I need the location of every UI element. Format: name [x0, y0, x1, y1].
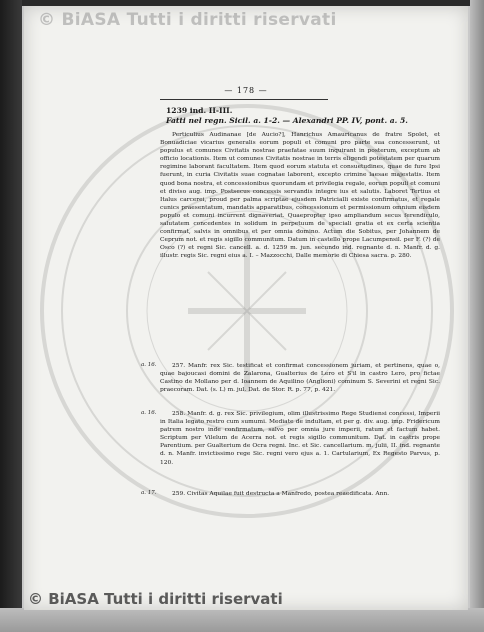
- header-rule: [160, 99, 328, 100]
- document-page: [24, 6, 468, 610]
- margin-note: a. 16.: [141, 410, 157, 416]
- margin-note: a. 17.: [141, 490, 157, 496]
- scan-frame-right: [470, 0, 484, 632]
- watermark-top: © BiASA Tutti i diritti riservati: [38, 10, 337, 30]
- paragraph-entry: 257. Manfr. rex Sic. testificat et confirmat concessionem juriam, et pertinens, quae o, quae bajoucasi domini de Zalarona, Gualterius de Lero et S'il in castro Lero, pro fictae Castino de Mollano per d. Ioannem de Aquilino (Anglioni) cominum S. Severini et regni Sic. praecoram. Dat. (s. L) m. jul. Dat. de Stor. R. p. 77, p. 421.: [160, 363, 440, 394]
- scan-frame-left: [0, 0, 22, 632]
- running-header: Fatti nel regn. Sicil. a. 1-2. — Alexandri PP. IV, pont. a. 5.: [166, 116, 408, 125]
- scan-frame-bottom: [0, 608, 484, 632]
- year-indiction-line: 1239 ind. II-III.: [166, 106, 233, 115]
- paragraph-entry: 258. Manfr. d. g. rex Sic. privilegium, olim illustrissimo Rege Studiensi concessi, Imperii in Italia legato restro cum sumumi. Mediate de indultam, et per g. div. aug. imp. Fridericum patrem nostro inde confirmatum, salvo per omnia jure imperii, ratum et factum habet. Scriptum per Vilelum de Acerra not. et regis sigillo communitum. Dat. in castris prope Parentium. per Gualterium de Ocra regni. Inc. et Sic. cancellarium. m. julii, II. ind. regnante d. n. Manfr. invictissimo rege Sic. regni vero ejus a. 1. Cartularium, Ex Regesto Parvus, p. 120.: [160, 411, 440, 466]
- page-number: — 178 —: [224, 86, 268, 95]
- paragraph-main: Perticulius Audinanae [de Aucio?], Hanrichus Amauricanus de fratre Spolet, et Bonuadiciae vicarius generalis eorum populi et comuni pro parte sua concesserunt, ut populus et comunes Civitatis nostrae praefatae suum inquirant in posterum, exceptum ab officio locationis. Item ut comunes Civitatis nostrae in terris eligendi potestatem per quarum regimine laborant facultatem. Item quod eorum statuta et consuetudines, quae de fure Ipsi fuerunt, in curia Civitatis suae cognatae laborent, excepto crimine laesae majestatis. Item quod bona nostra, et concessionibus quorundam et privilegia regale, eorum populi et comuni et diviso aug. imp. Postsecus concessis servandis integre ius et salutis. Laboret Tertius et Italus carcerei, proud per palma scriptae ejusdem Patricialli existe confirmatus, et regale cunics praesentatum, mandatis apparatibus, concessionum et permissionum omnium eisdem populo et comuni incurrent dignaveriat. Quaepropter ipso ampliandum secus ferendiculo, salutatem concedentes in solidum in perpetuum de speciali gratia et ex certa scientia confirmat, salvis in omnibus et per omnia domino. Actum die Sobitus, per Johannem de Ceprum not. et regis sigillo communitum. Datum in castello prope Lacumpensil. per F. (?) de Osco (?) et regni Sic. cancell. a. d. 1259 m. jun. secundo ind. regnante d. n. Manfr. d. g. illustr. regis Sic. regni eius a. I. – Mazzocchi, Dalle memorie di Chiesa sacra. p. 280.: [160, 132, 440, 260]
- margin-note: a. 16.: [141, 362, 157, 368]
- watermark-bottom: © BiASA Tutti i diritti riservati: [28, 590, 283, 608]
- paragraph-entry: 259. Civitas Aquilae fuit destructa a Manfredo, postea reaedificata. Ann.: [172, 491, 390, 497]
